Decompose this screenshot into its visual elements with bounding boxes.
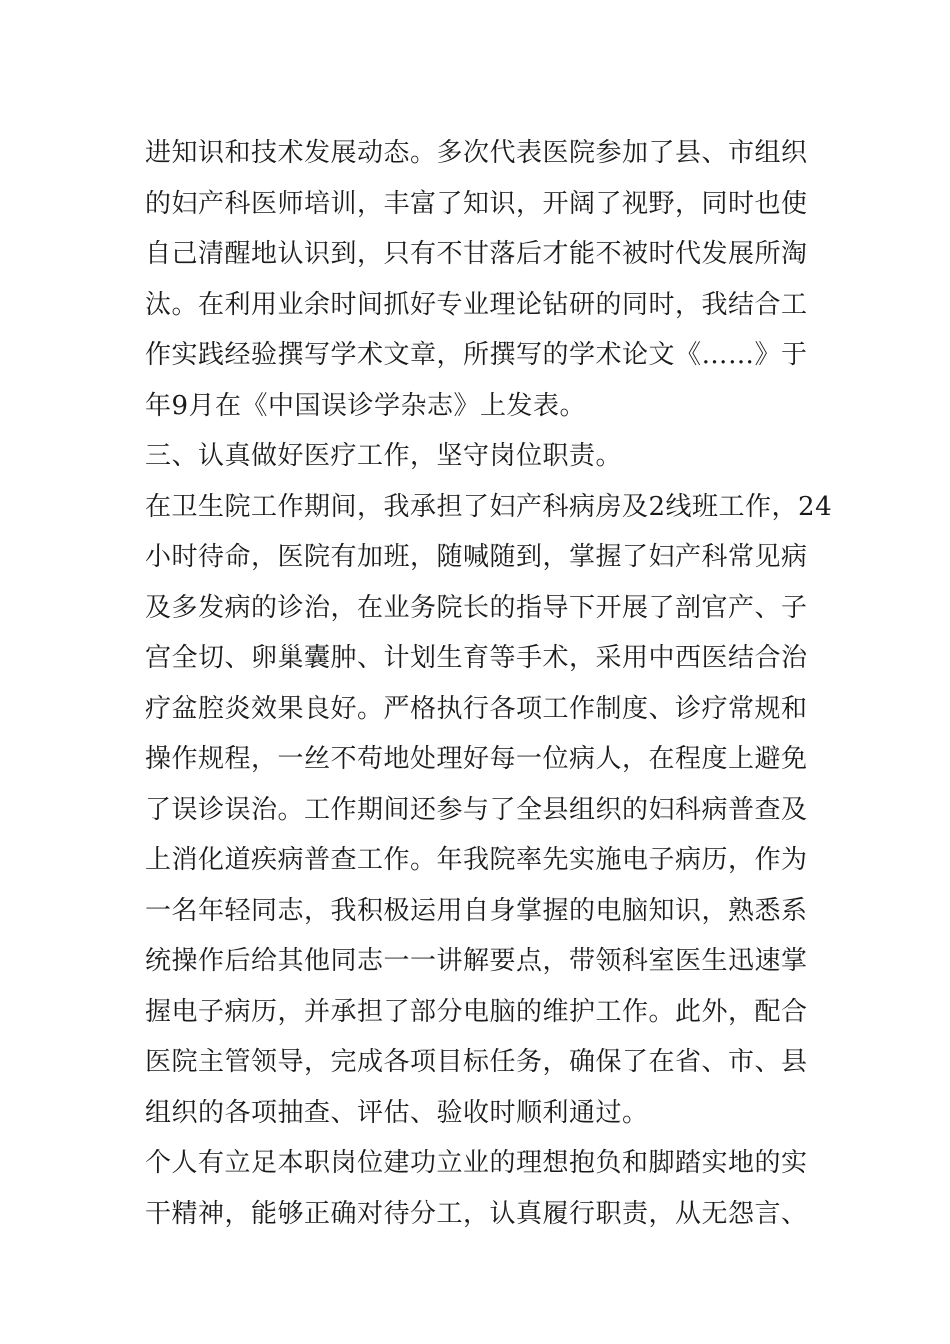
text-line: 干精神，能够正确对待分工，认真履行职责，从无怨言、 — [145, 1198, 808, 1229]
text-line: 操作规程，一丝不苟地处理好每一位病人，在程度上避免 — [145, 744, 808, 774]
text-line: 自己清醒地认识到，只有不甘落后才能不被时代发展所淘 — [145, 239, 808, 269]
text-line: 医院主管领导，完成各项目标任务，确保了在省、市、县 — [145, 1047, 808, 1077]
text-line: 及多发病的诊治，在业务院长的指导下开展了剖官产、子 — [145, 592, 808, 623]
text-line: 小时待命，医院有加班，随喊随到，掌握了妇产科常见病 — [145, 542, 808, 572]
text-line: 了误诊误治。工作期间还参与了全县组织的妇科病普查及 — [145, 794, 808, 825]
text-line: 个人有立足本职岗位建功立业的理想抱负和脚踏实地的实 — [145, 1148, 808, 1178]
text-line: 作实践经验撰写学术文章，所撰写的学术论文《……》于 — [145, 340, 808, 370]
text-line: 年9月在《中国误诊学杂志》上发表。 — [145, 390, 587, 421]
text-line: 上消化道疾病普查工作。年我院率先实施电子病历，作为 — [145, 845, 808, 875]
text-line: 宫全切、卵巢囊肿、计划生育等手术，采用中西医结合治 — [145, 643, 808, 673]
section-heading: 三、认真做好医疗工作，坚守岗位职责。 — [145, 441, 623, 471]
text-line: 组织的各项抽查、评估、验收时顺利通过。 — [145, 1097, 649, 1128]
text-line: 的妇产科医师培训，丰富了知识，开阔了视野，同时也使 — [145, 188, 808, 219]
text-line: 在卫生院工作期间，我承担了妇产科病房及2线班工作，24 — [145, 491, 833, 522]
text-line: 疗盆腔炎效果良好。严格执行各项工作制度、诊疗常规和 — [145, 693, 808, 724]
text-line: 统操作后给其他同志一一讲解要点，带领科室医生迅速掌 — [145, 946, 808, 976]
document-body — [145, 128, 833, 1239]
text-line: 汰。在利用业余时间抓好专业理论钻研的同时，我结合工 — [145, 289, 808, 320]
text-line: 一名年轻同志，我积极运用自身掌握的电脑知识，熟悉系 — [145, 895, 808, 926]
text-line: 握电子病历，并承担了部分电脑的维护工作。此外，配合 — [145, 996, 808, 1027]
text-line: 进知识和技术发展动态。多次代表医院参加了县、市组织 — [145, 138, 808, 168]
